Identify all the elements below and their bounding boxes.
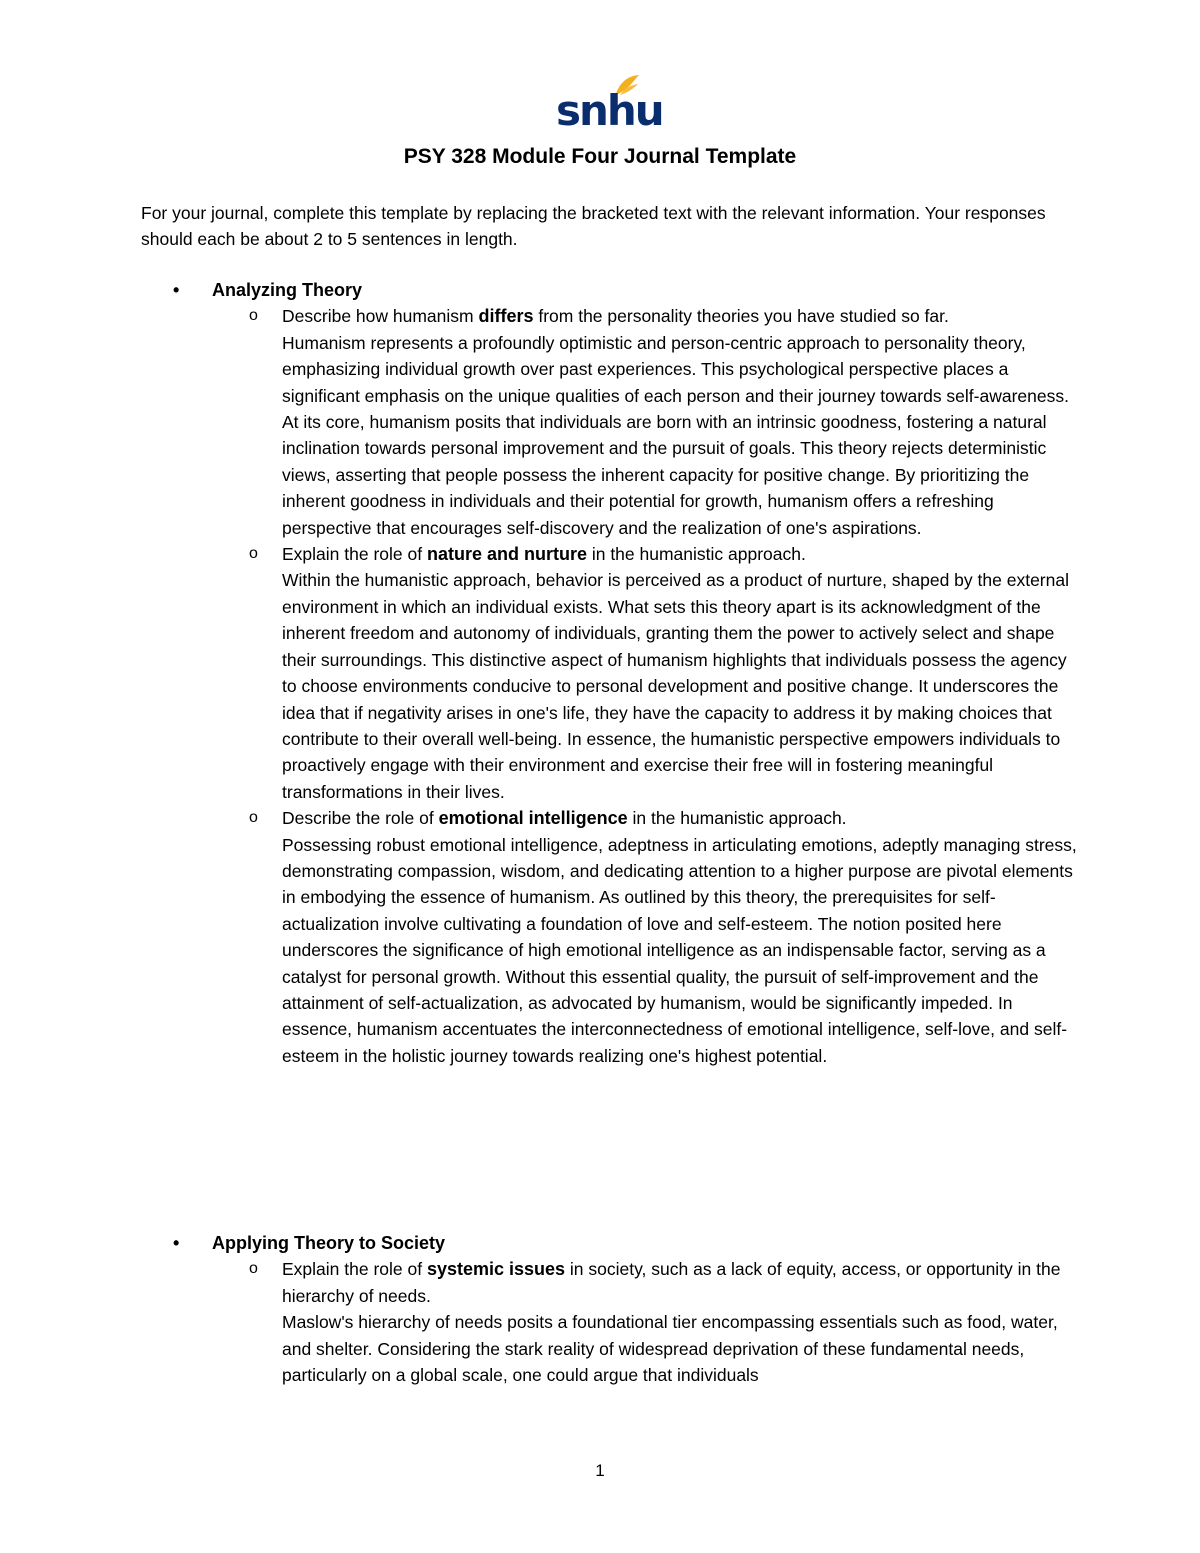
circle-bullet-icon: o [249, 809, 258, 827]
list-item [141, 1256, 1081, 1388]
bullet-icon: • [173, 1233, 180, 1253]
item-prompt: Explain the role of nature and nurture in the humanistic approach. [282, 544, 806, 565]
item-answer: Maslow's hierarchy of needs posits a foundational tier encompassing essentials such as food, water, and shelter. Considering the stark reality of widespread deprivation of these fundamental needs, particularly on a global scale, one could argue that individuals [282, 1312, 1058, 1386]
list-item [141, 541, 1081, 805]
circle-bullet-icon: o [249, 545, 258, 563]
circle-bullet-icon: o [249, 307, 258, 325]
item-prompt: Explain the role of systemic issues in society, such as a lack of equity, access, or opportunity in the hierarchy of needs. [282, 1259, 1061, 1306]
item-answer: Humanism represents a profoundly optimistic and person-centric approach to personality theory, emphasizing individual growth over past experiences. This psychological perspective places a significant emphasis on the unique qualities of each person and their journey towards self-awareness. At its core, humanism posits that individuals are born with an intrinsic goodness, fostering a natural inclination towards personal improvement and the pursuit of goals. This theory rejects deterministic views, asserting that people possess the inherent capacity for positive change. By prioritizing the inherent goodness in individuals and their potential for growth, humanism offers a refreshing perspective that encourages self-discovery and the realization of one's aspirations. [282, 332, 1069, 538]
list-item [141, 805, 1081, 1069]
intro-paragraph: For your journal, complete this template by replacing the bracketed text with the relevant information. Your responses should each be about 2 to 5 sentences in length. [141, 203, 1046, 250]
logo-wordmark: snhu [556, 86, 663, 135]
section-heading: • Applying Theory to Society [141, 1230, 1081, 1256]
item-answer: Possessing robust emotional intelligence, adeptness in articulating emotions, adeptly managing stress, demonstrating compassion, wisdom, and dedicating attention to a higher purpose are pivotal elements in embodying the essence of humanism. As outlined by this theory, the prerequisites for self-actualization involve cultivating a foundation of love and self-esteem. The notion posited here underscores the significance of high emotional intelligence as an indispensable factor, serving as a catalyst for personal growth. Without this essential quality, the pursuit of self-improvement and the attainment of self-actualization, as advocated by humanism, would be significantly impeded. In essence, humanism accentuates the interconnectedness of emotional intelligence, self-love, and self-esteem in the holistic journey towards realizing one's highest potential. [282, 834, 1077, 1066]
section-analyzing-theory [141, 277, 1081, 1069]
list-item [141, 303, 1081, 541]
section-applying-theory [141, 1230, 1081, 1388]
item-prompt: Describe the role of emotional intelligence in the humanistic approach. [282, 808, 847, 829]
item-prompt: Describe how humanism differs from the personality theories you have studied so far. [282, 306, 949, 327]
section-heading: • Analyzing Theory [141, 277, 1081, 303]
item-answer: Within the humanistic approach, behavior is perceived as a product of nurture, shaped by the external environment in which an individual exists. What sets this theory apart is its acknowledgment of the inherent freedom and autonomy of individuals, granting them the power to actively select and shape their surroundings. This distinctive aspect of humanism highlights that individuals possess the agency to choose environments conducive to personal development and positive change. It underscores the idea that if negativity arises in one's life, they have the capacity to address it by making choices that contribute to their overall well-being. In essence, the humanistic perspective empowers individuals to proactively engage with their environment and exercise their free will in fostering meaningful transformations in their lives. [282, 570, 1069, 802]
circle-bullet-icon: o [249, 1260, 258, 1278]
document-title: PSY 328 Module Four Journal Template [403, 145, 797, 168]
bullet-icon: • [173, 280, 180, 300]
snhu-logo [550, 74, 663, 135]
page-number: 1 [595, 1461, 605, 1480]
